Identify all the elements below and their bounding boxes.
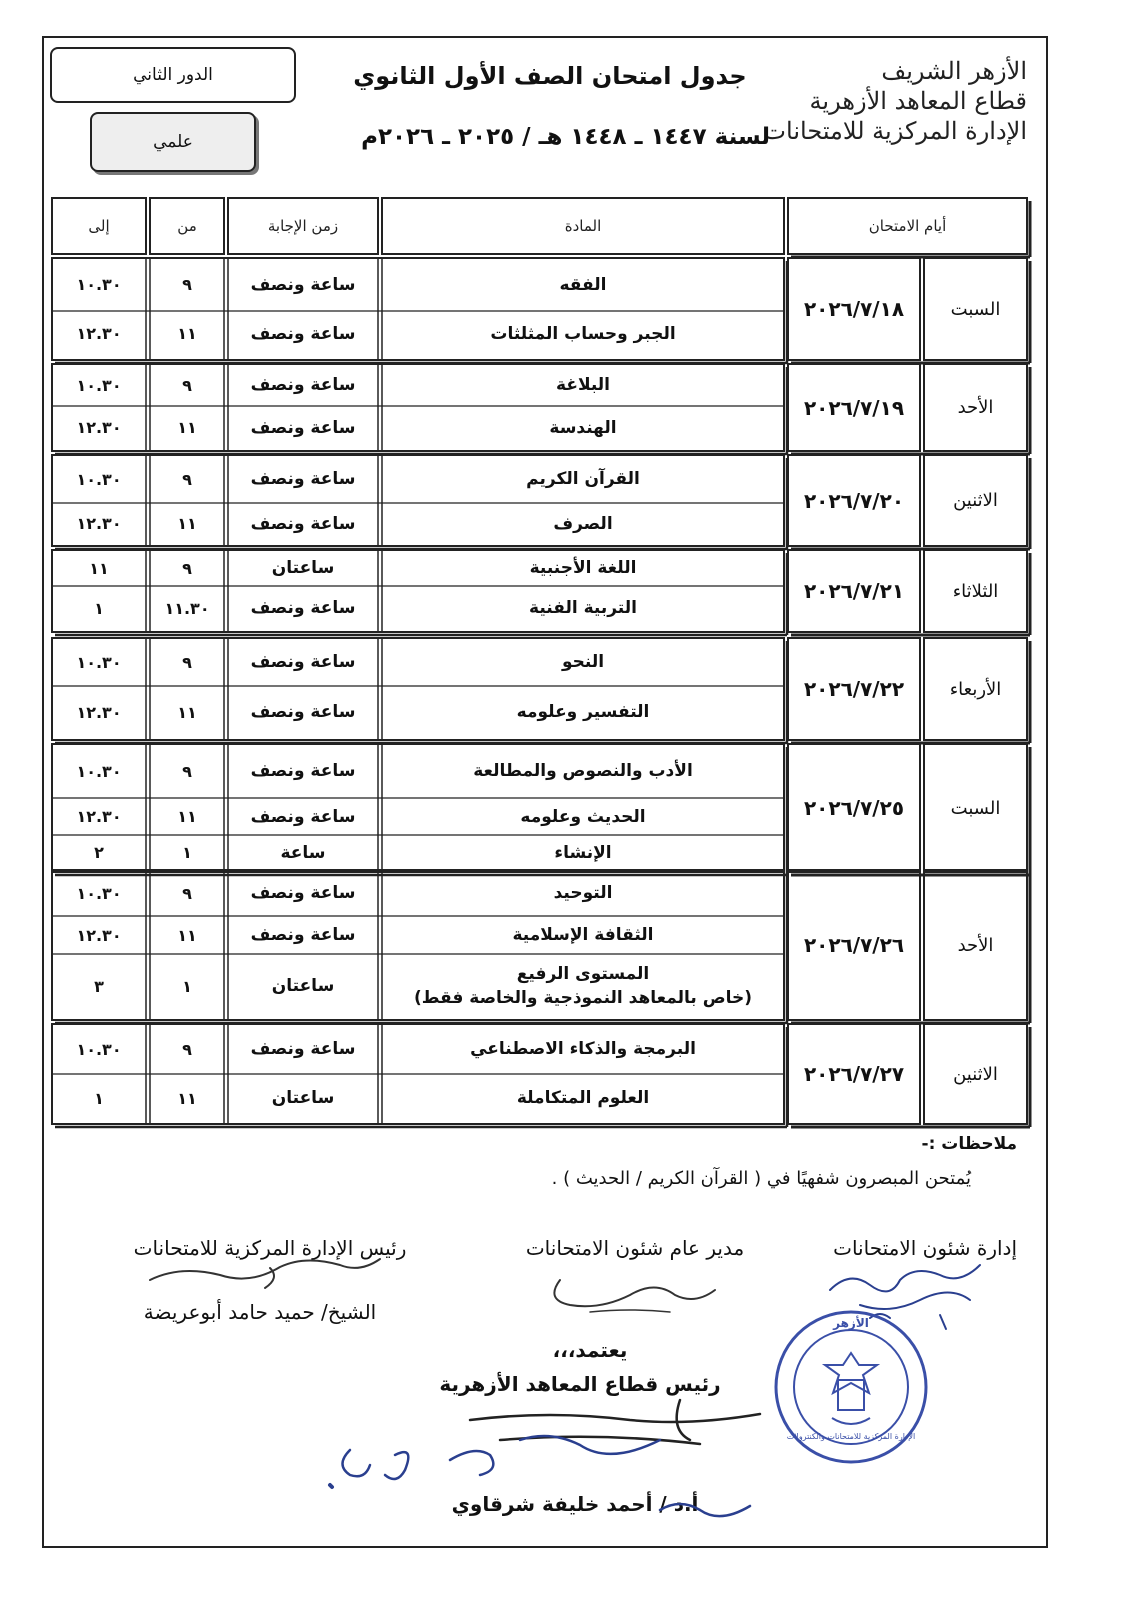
exam-round-box [50,47,296,103]
subject-cell [382,954,784,1018]
from-time-cell: ٩ [182,558,192,578]
exam-date: ٢٠٢٦/٧/٢٧ [803,1062,905,1086]
exam-day: السبت [950,298,1001,320]
subject-cell: النحو [561,652,605,672]
duration-cell: ساعة ونصف [250,323,356,344]
from-time-cell: ١١ [177,514,197,533]
header-subject: المادة [564,217,602,235]
stamp-center-text: الأزهر [833,1316,869,1330]
from-time-cell: ٩ [182,469,192,489]
to-time-cell: ١١ [89,558,109,578]
subject-cell: الثقافة الإسلامية [512,925,654,945]
to-time-cell: ١٢.٣٠ [76,702,122,722]
subject-cell: التربية الفنية [529,598,637,618]
exam-date: ٢٠٢٦/٧/٢٠ [803,488,905,513]
note-item: يُمتحن المبصرون شفهيًا في ( القرآن الكريم / الحديث ) . [551,1168,971,1189]
header-days: أيام الامتحان [868,217,947,235]
duration-cell: ساعة ونصف [250,1039,356,1059]
from-time-cell: ١١.٣٠ [164,598,210,618]
to-time-cell: ١٠.٣٠ [76,761,122,781]
from-time-cell: ١١ [177,925,197,945]
duration-cell: ساعتان [271,1088,335,1108]
subject-cell: الإنشاء [554,842,612,863]
exam-date: ٢٠٢٦/٧/٢١ [803,579,905,603]
eagle-seal-icon [772,1308,930,1466]
subject-cell: الهندسة [549,417,617,438]
subject-cell: اللغة الأجنبية [529,558,637,578]
from-time-cell: ١ [182,976,192,996]
to-time-cell: ١٢.٣٠ [76,807,122,826]
subject-cell: الفقه [559,274,607,295]
duration-cell: ساعة ونصف [250,375,356,395]
page-title: جدول امتحان الصف الأول الثانوي [353,62,747,90]
subject-cell: القرآن الكريم [526,469,640,489]
subject-name: المستوى الرفيع [516,964,650,984]
sig-approve: يعتمد،،، [552,1338,628,1362]
track-label: علمي [153,132,193,152]
header-from: من [177,217,197,235]
subject-cell: العلوم المتكاملة [516,1088,650,1108]
exam-day: السبت [950,797,1001,819]
exam-day: الاثنين [953,490,998,511]
exam-day: الأحد [957,397,994,418]
duration-cell: ساعة ونصف [250,652,356,672]
notes-title: ملاحظات :- [921,1134,1017,1154]
duration-cell: ساعة ونصف [250,598,356,618]
from-time-cell: ٩ [182,375,192,395]
duration-cell: ساعة ونصف [250,806,356,827]
to-time-cell: ١٢.٣٠ [76,418,122,437]
sig-sector-head-name: أ.د / أحمد خليفة شرقاوي [451,1492,699,1516]
to-time-cell: ١ [94,598,104,618]
to-time-cell: ١٠.٣٠ [76,652,122,672]
subject-cell: التوحيد [553,883,613,903]
to-time-cell: ١٠.٣٠ [76,883,122,903]
duration-cell: ساعة ونصف [250,883,356,903]
exam-day: الثلاثاء [952,580,999,602]
duration-cell: ساعة ونصف [250,925,356,945]
org-line-azhar: الأزهر الشريف [881,57,1027,85]
sig-central-head-name: الشيخ/ حميد حامد أبوعريضة [143,1300,377,1324]
duration-cell: ساعتان [271,558,335,578]
to-time-cell: ١٢.٣٠ [76,514,122,533]
from-time-cell: ٩ [182,275,192,294]
from-time-cell: ٩ [182,652,192,672]
subject-cell: البرمجة والذكاء الاصطناعي [470,1039,696,1059]
from-time-cell: ١١ [177,1088,197,1108]
to-time-cell: ١٢.٣٠ [76,324,122,343]
to-time-cell: ١٠.٣٠ [76,375,122,395]
subject-cell: الصرف [553,513,613,534]
from-time-cell: ١١ [177,324,197,343]
org-line-admin: الإدارة المركزية للامتحانات [763,117,1027,145]
from-time-cell: ١ [182,843,192,862]
duration-cell: ساعة [280,842,326,863]
subject-cell: التفسير وعلومه [516,702,650,722]
from-time-cell: ٩ [182,761,192,781]
exam-date: ٢٠٢٦/٧/٢٦ [803,933,905,957]
organization-header [763,56,1027,146]
from-time-cell: ٩ [182,1039,192,1059]
exam-day: الأحد [957,934,994,956]
stamp-ring-text: الإدارة المركزية للامتحانات والكنترولات [786,1432,916,1441]
to-time-cell: ٢ [94,843,104,862]
sig-sector-head: رئيس قطاع المعاهد الأزهرية [439,1372,721,1396]
from-time-cell: ٩ [182,883,192,903]
to-time-cell: ١ [94,1088,104,1108]
org-line-sector: قطاع المعاهد الأزهرية [809,87,1027,115]
academic-year: لسنة ١٤٤٧ ـ ١٤٤٨ هـ / ٢٠٢٥ ـ ٢٠٢٦م [361,124,770,150]
exam-round-label: الدور الثاني [133,65,213,85]
sig-central-head: رئيس الإدارة المركزية للامتحانات [133,1236,407,1260]
header-duration: زمن الإجابة [267,217,339,235]
track-box [90,112,256,172]
duration-cell: ساعة ونصف [250,469,356,489]
sig-general-manager: مدير عام شئون الامتحانات [525,1236,745,1260]
exam-day: الاثنين [953,1063,998,1085]
to-time-cell: ١٠.٣٠ [76,1039,122,1059]
exam-date: ٢٠٢٦/٧/١٨ [803,297,905,321]
duration-cell: ساعتان [271,976,335,996]
to-time-cell: ٣ [94,976,104,996]
duration-cell: ساعة ونصف [250,274,356,295]
from-time-cell: ١١ [177,702,197,722]
subject-cell: البلاغة [556,375,610,395]
from-time-cell: ١١ [177,418,197,437]
sig-exam-affairs: إدارة شئون الامتحانات [833,1236,1017,1260]
exam-date: ٢٠٢٦/٧/٢٢ [803,677,905,701]
duration-cell: ساعة ونصف [250,761,356,781]
to-time-cell: ١٠.٣٠ [76,275,122,294]
official-stamp [772,1308,930,1466]
subject-note: (خاص بالمعاهد النموذجية والخاصة فقط) [414,988,752,1008]
duration-cell: ساعة ونصف [250,513,356,534]
subject-cell: الأدب والنصوص والمطالعة [473,761,693,781]
from-time-cell: ١١ [177,807,197,826]
duration-cell: ساعة ونصف [250,417,356,438]
header-to: إلى [88,217,110,235]
to-time-cell: ١٠.٣٠ [76,469,122,489]
exam-date: ٢٠٢٦/٧/١٩ [803,395,905,420]
schedule-table [52,198,1035,1128]
subject-cell: الجبر وحساب المثلثات [490,323,676,344]
exam-day: الأربعاء [949,678,1002,700]
exam-date: ٢٠٢٦/٧/٢٥ [803,796,905,820]
to-time-cell: ١٢.٣٠ [76,925,122,945]
subject-cell: الحديث وعلومه [520,806,646,827]
duration-cell: ساعة ونصف [250,702,356,722]
